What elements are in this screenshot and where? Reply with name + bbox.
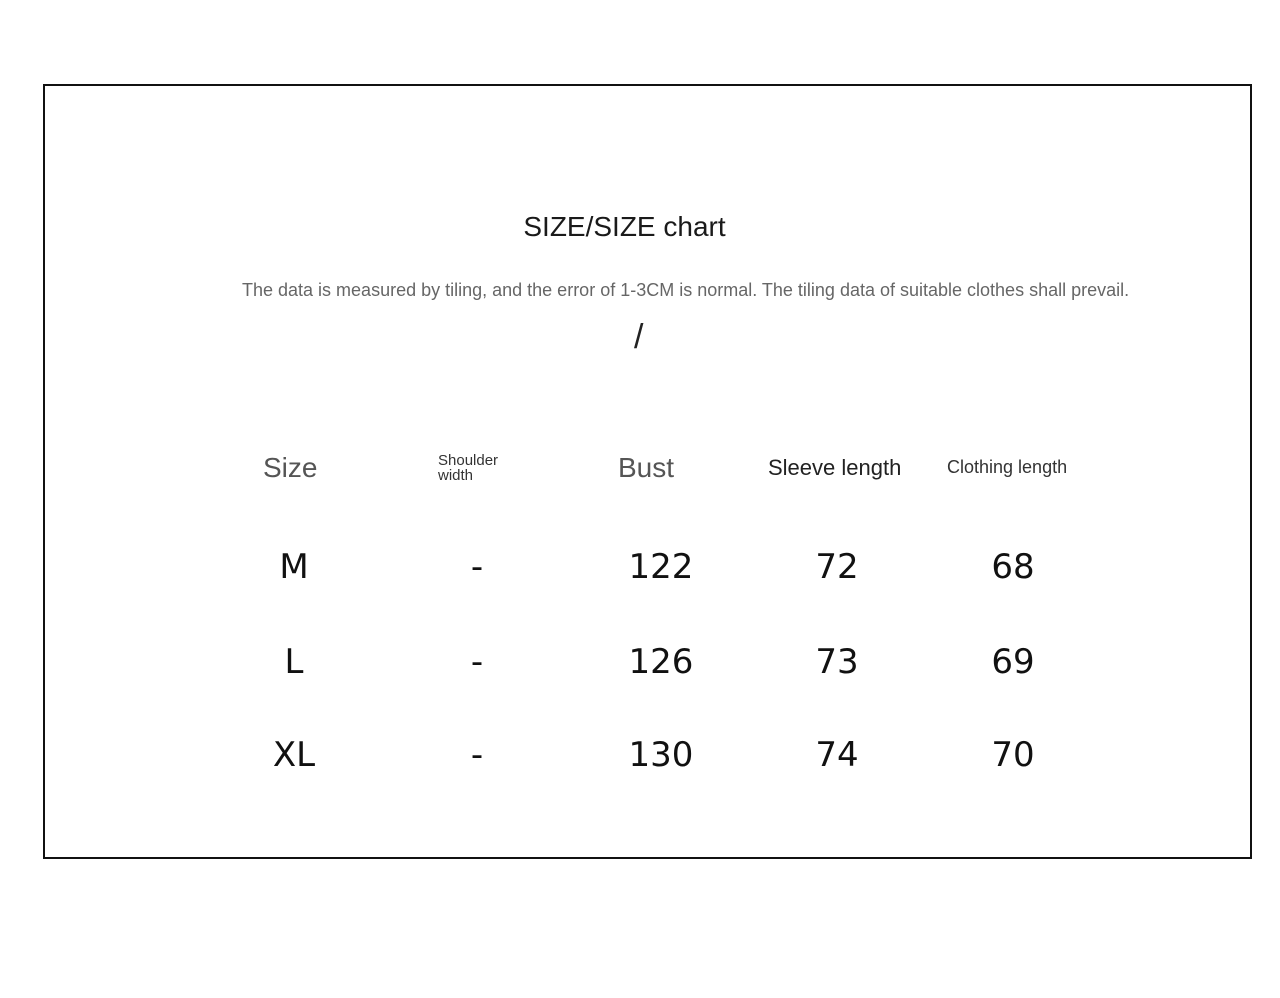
cell-size: L <box>284 642 304 682</box>
cell-shoulder: - <box>470 642 484 682</box>
chart-title: SIZE/SIZE chart <box>523 211 726 242</box>
cell-sleeve: 74 <box>815 735 859 775</box>
cell-clothing: 70 <box>991 735 1035 775</box>
cell-sleeve: 72 <box>815 547 859 587</box>
cell-sleeve: 73 <box>815 642 859 682</box>
cell-bust: 130 <box>628 735 694 775</box>
header-sleeve-length: Sleeve length <box>768 455 902 480</box>
cell-clothing: 68 <box>991 547 1035 587</box>
cell-size: M <box>279 547 309 587</box>
cell-size: XL <box>272 735 316 775</box>
cell-shoulder: - <box>470 547 484 587</box>
cell-clothing: 69 <box>991 642 1035 682</box>
header-size: Size <box>263 452 318 483</box>
separator-slash: / <box>634 318 644 356</box>
header-shoulder-width: Shoulder width <box>438 452 499 484</box>
cell-shoulder: - <box>470 735 484 775</box>
header-clothing-length: Clothing length <box>947 457 1068 477</box>
header-bust: Bust <box>618 452 675 483</box>
cell-bust: 126 <box>628 642 694 682</box>
measurement-note: The data is measured by tiling, and the error of 1-3CM is normal. The tiling data of suitable clothes shall prevail. <box>242 280 1130 300</box>
cell-bust: 122 <box>628 547 694 587</box>
